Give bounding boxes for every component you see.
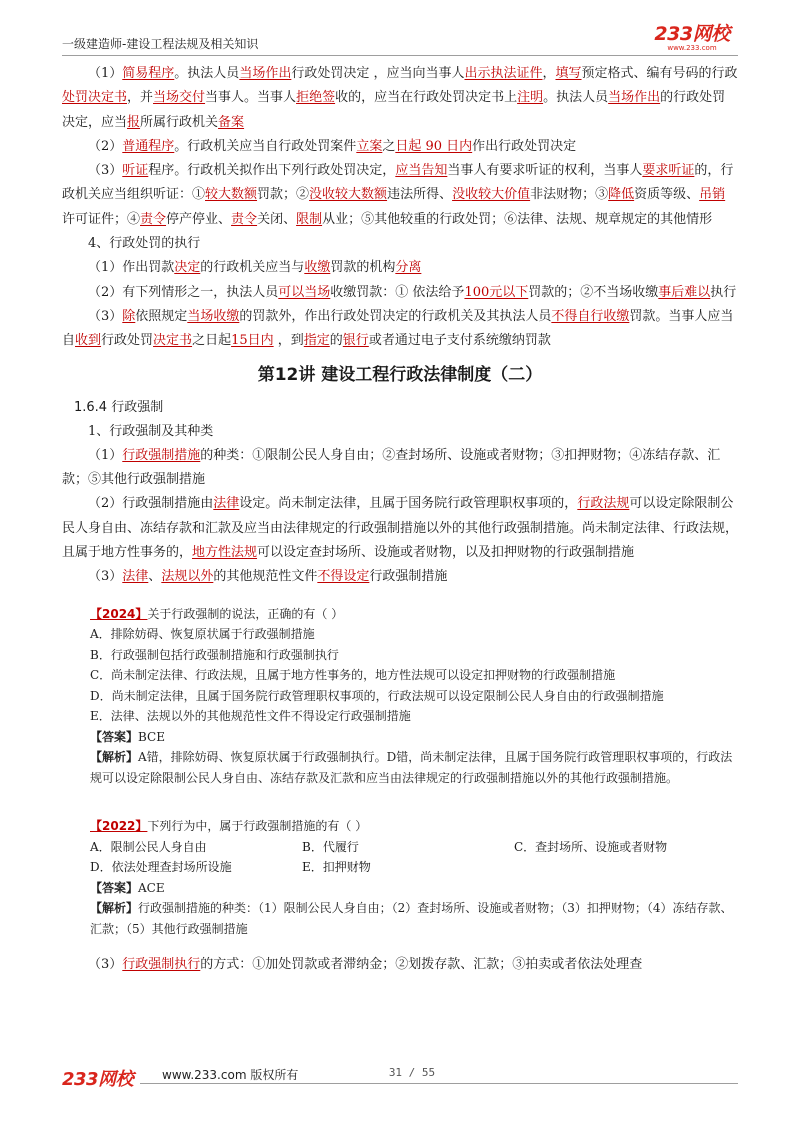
text-run: 、 <box>148 569 162 585</box>
key-term: 事后难以 <box>658 284 711 300</box>
text-run: ，并 <box>127 90 154 106</box>
option-row <box>90 837 738 858</box>
key-term: 填写 <box>555 66 582 81</box>
spacer <box>62 788 738 802</box>
paragraph <box>62 159 738 232</box>
key-term: 报 <box>127 114 141 130</box>
key-term: 地方性法规 <box>192 545 258 561</box>
text-run: 的罚款外，作出行政处罚决定的行政机关及其执法人员 <box>239 308 552 324</box>
answer-label: 【解析】 <box>90 750 139 765</box>
text-run: 非法财物；③ <box>530 187 609 203</box>
text-run: 资质等级、 <box>634 187 700 203</box>
key-term: 不得自行收缴 <box>551 308 630 324</box>
text-run: 的其他规范性文件 <box>213 569 318 585</box>
key-term: 责令 <box>231 211 258 227</box>
answer-label: 【解析】 <box>90 901 139 916</box>
text-run: 停产停业、 <box>166 211 232 227</box>
key-term: 日起 90 日内 <box>395 138 473 154</box>
text-run: 的方式：①加处罚款或者滞纳金；②划拨存款、汇款；③拍卖或者依法处理查 <box>200 957 643 973</box>
text-run: （1） <box>88 447 123 463</box>
key-term: 银行 <box>342 333 369 349</box>
key-term: 指定 <box>303 333 330 349</box>
key-term: 当场作出 <box>239 66 292 81</box>
text-run: 4、行政处罚的执行 <box>88 236 201 252</box>
key-term: 决定 <box>174 260 201 276</box>
text-run: 设定。尚未制定法律，且属于国务院行政管理职权事项的， <box>239 496 578 512</box>
text-run: 当事人有要求听证的权利，当事人 <box>447 163 643 179</box>
text-run: C．尚未制定法律、行政法规，且属于地方性事务的，地方性法规可以设定扣押财物的行政强制措施 <box>90 668 616 683</box>
key-term: 除 <box>122 308 136 324</box>
key-term: 行政强制执行 <box>122 957 201 973</box>
key-term: 当场收缴 <box>187 308 240 324</box>
text-run: （2）有下列情形之一，执法人员 <box>88 284 279 300</box>
option: B．代履行 <box>302 839 359 854</box>
text-run: 作出行政处罚决定 <box>472 138 577 154</box>
paragraph <box>62 62 738 135</box>
key-term: 降低 <box>608 187 635 203</box>
text-run: B．行政强制包括行政强制措施和行政强制执行 <box>90 647 339 662</box>
option: A．限制公民人身自由 <box>90 839 207 854</box>
question-stem <box>90 816 738 837</box>
text-run: 可以设定查封场所、设施或者财物，以及扣押财物的行政强制措施 <box>257 545 635 561</box>
key-term: 简易程序 <box>122 66 175 81</box>
option <box>90 645 738 666</box>
footer-divider <box>140 1083 738 1084</box>
text-run: （3） <box>88 308 123 324</box>
key-term: 责令 <box>140 211 167 227</box>
paragraph <box>62 565 738 589</box>
text-run: 依照规定 <box>135 308 188 324</box>
text-run: 收的，应当在行政处罚决定书上 <box>335 90 518 106</box>
text-run: 之 <box>382 138 396 154</box>
text-run: ACE <box>138 880 165 895</box>
spacer <box>62 802 738 816</box>
text-run: 执行 <box>710 284 737 300</box>
answer-line <box>90 747 738 788</box>
text-run: （1） <box>88 66 123 81</box>
text-run: ，到 <box>273 333 304 349</box>
paragraph <box>62 281 738 305</box>
key-term: 不得设定 <box>317 569 370 585</box>
text-run: （3） <box>88 957 123 973</box>
key-term: 较大数额 <box>205 187 258 203</box>
spacer <box>62 939 738 953</box>
year-tag: 【2024】 <box>90 606 148 621</box>
paragraph <box>62 444 738 493</box>
key-term: 决定书 <box>153 333 193 349</box>
text-run: 关闭、 <box>257 211 297 227</box>
key-term: 分离 <box>395 260 422 276</box>
text-run: 的行政机关应当与 <box>200 260 305 276</box>
text-run: 违法所得、 <box>387 187 453 203</box>
text-run: 程序。行政机关拟作出下列行政处罚决定， <box>148 163 396 179</box>
option <box>90 686 738 707</box>
text-run: 当事人。当事人 <box>205 90 297 106</box>
text-run: 罚款的机构 <box>330 260 396 276</box>
year-tag: 【2022】 <box>90 819 148 834</box>
text-run: 收缴罚款：① 依法给予 <box>330 284 465 300</box>
text-run: 关于行政强制的说法，正确的有（ ） <box>147 606 344 621</box>
option: D．依法处理查封场所设施 <box>90 860 232 875</box>
key-term: 要求听证 <box>642 163 695 179</box>
text-run: 许可证件；④ <box>62 211 141 227</box>
question-stem <box>90 604 738 625</box>
document-body <box>62 62 738 977</box>
page-number: 31 / 55 <box>388 1066 436 1079</box>
lecture-title: 第12讲 建设工程行政法律制度（二） <box>257 364 543 385</box>
text-run: D．尚未制定法律，且属于国务院行政管理职权事项的，行政法规可以设定限制公民人身自由的行政强制措施 <box>90 688 664 703</box>
option: C．查封场所、设施或者财物 <box>514 839 668 854</box>
option-row <box>90 857 738 878</box>
exam-question <box>90 816 738 939</box>
paragraph <box>62 256 738 280</box>
logo-url: www.233.com <box>667 44 717 52</box>
text-run: 行政处罚 <box>101 333 154 349</box>
key-term: 注明 <box>517 90 544 106</box>
option: E．扣押财物 <box>302 860 371 875</box>
key-term: 法律 <box>213 496 240 512</box>
page-footer <box>62 1060 738 1100</box>
text-run: （1）作出罚款 <box>88 260 175 276</box>
option <box>90 706 738 727</box>
text-run: 的种类：①限制公民人身自由；②查封场所、设施或者财物；③扣押财物；④冻结存款、汇款；⑤其他行政强制措施 <box>62 447 721 488</box>
key-term: 收缴 <box>304 260 331 276</box>
key-term: 法律 <box>122 569 149 585</box>
text-run: 预定格式、编有号码的行政 <box>581 66 738 81</box>
paragraph <box>62 953 738 977</box>
text-run: ， <box>542 66 556 81</box>
footer-logo: 233网校 <box>62 1069 134 1090</box>
text-run: 罚款。当事人应当自 <box>62 308 734 349</box>
key-term: 没收较大价值 <box>452 187 531 203</box>
exam-question <box>90 604 738 789</box>
key-term: 应当告知 <box>395 163 448 179</box>
text-run: 下列行为中，属于行政强制措施的有（ ） <box>147 819 368 834</box>
key-term: 普通程序 <box>122 138 175 154</box>
key-term: 听证 <box>122 163 149 179</box>
key-term: 处罚决定书 <box>62 90 128 106</box>
brand-logo <box>646 24 738 52</box>
paragraph <box>62 135 738 159</box>
paragraph <box>62 492 738 565</box>
key-term: 限制 <box>296 211 323 227</box>
text-run: 1、行政强制及其种类 <box>88 423 214 439</box>
key-term: 可以当场 <box>278 284 331 300</box>
key-term: 15日内 <box>231 333 274 349</box>
option <box>90 624 738 645</box>
answer-line <box>90 898 738 939</box>
answer-line <box>90 727 738 748</box>
spacer <box>62 590 738 604</box>
key-term: 立案 <box>356 138 383 154</box>
text-run: A错，排除妨碍、恢复原状属于行政强制执行。D错，尚未制定法律，且属于国务院行政管理职权事项的，行政法规可以设定除限制公民人身自由、冻结存款及汇款和应当由法律规定的行政强制措施以外的其他行政强制措施。 <box>90 750 733 785</box>
text-run: 行政强制措施 <box>369 569 448 585</box>
answer-label: 【答案】 <box>90 729 139 744</box>
text-run: 。执法人员 <box>174 66 240 81</box>
text-run: （3） <box>88 163 123 179</box>
header-title: 一级建造师-建设工程法规及相关知识 <box>62 37 259 51</box>
footer-copyright: www.233.com 版权所有 <box>162 1068 299 1082</box>
option <box>90 665 738 686</box>
text-run: 可以设定除限制公民人身自由、冻结存款和汇款及应当由法律规定的行政强制措施以外的其他行政强制措施。尚未制定法律、行政法规，且属于地方性事务的， <box>62 496 739 561</box>
text-run: 行政处罚决定 ，应当向当事人 <box>291 66 465 81</box>
key-term: 100元以下 <box>464 284 529 300</box>
answer-label: 【答案】 <box>90 880 139 895</box>
paragraph <box>62 232 738 256</box>
text-run: 的，行政机关应当组织听证：① <box>62 163 734 203</box>
key-term: 行政强制措施 <box>122 447 201 463</box>
text-run: 罚款的；②不当场收缴 <box>528 284 659 300</box>
paragraph <box>62 305 738 354</box>
text-run: A．排除妨碍、恢复原状属于行政强制措施 <box>90 627 315 642</box>
key-term: 法规以外 <box>161 569 214 585</box>
key-term: 出示执法证件 <box>464 66 543 81</box>
key-term: 吊销 <box>699 187 726 203</box>
text-run: E．法律、法规以外的其他规范性文件不得设定行政强制措施 <box>90 709 411 724</box>
text-run: 罚款；② <box>257 187 310 203</box>
text-run: （2）行政强制措施由 <box>88 496 214 512</box>
key-term: 备案 <box>218 114 245 130</box>
page-header <box>62 18 738 58</box>
text-run: 所属行政机关 <box>140 114 219 130</box>
text-run: 的行政处罚决定，应当 <box>62 90 726 130</box>
logo-text: 233网校 <box>654 23 730 45</box>
text-run: 或者通过电子支付系统缴纳罚款 <box>368 333 551 349</box>
text-run: （3） <box>88 569 123 585</box>
key-term: 拒绝签 <box>296 90 336 106</box>
key-term: 当场作出 <box>608 90 661 106</box>
key-term: 收到 <box>75 333 102 349</box>
text-run: 的 <box>329 333 343 349</box>
key-term: 当场交付 <box>153 90 206 106</box>
answer-line <box>90 878 738 899</box>
text-run: （2） <box>88 138 123 154</box>
text-run: 行政强制措施的种类：（1）限制公民人身自由；（2）查封场所、设施或者财物；（3）扣押财物；（4）冻结存款、汇款；（5）其他行政强制措施 <box>90 901 733 936</box>
text-run: 之日起 <box>192 333 232 349</box>
key-term: 行政法规 <box>577 496 630 512</box>
text-run: 从业；⑤其他较重的行政处罚；⑥法律、法规、规章规定的其他情形 <box>322 211 713 227</box>
text-run: 。执法人员 <box>543 90 609 106</box>
key-term: 没收较大数额 <box>309 187 388 203</box>
text-run: BCE <box>138 729 165 744</box>
section-heading: 1.6.4 行政强制 <box>74 399 164 415</box>
paragraph <box>62 420 738 444</box>
header-divider <box>62 55 738 56</box>
text-run: 。行政机关应当自行政处罚案件 <box>174 138 357 154</box>
